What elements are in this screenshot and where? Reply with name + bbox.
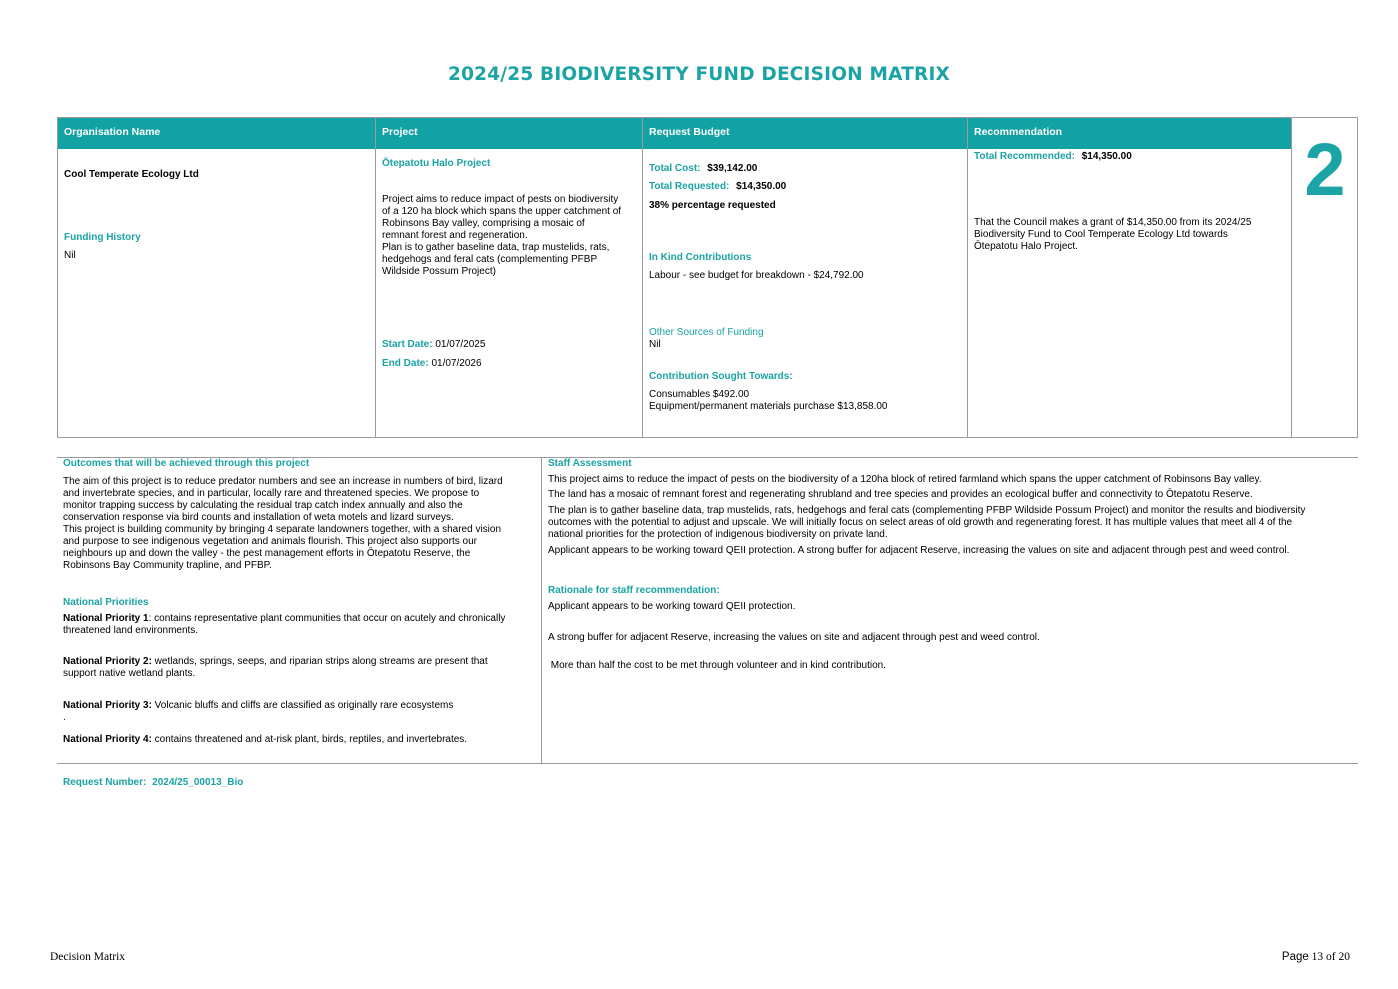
end-date-value: 01/07/2026 [431, 358, 482, 369]
staff-assessment-label: Staff Assessment [548, 458, 632, 469]
outcomes-line: Robinsons Bay Community trapline, and PFBP. [63, 560, 272, 571]
organisation-header: Organisation Name [58, 118, 375, 149]
other-sources-label: Other Sources of Funding [649, 327, 764, 338]
total-cost [649, 163, 757, 175]
item-number-column [1292, 118, 1358, 437]
total-recommended [974, 151, 1132, 163]
organisation-column [58, 118, 376, 437]
page-title: 2024/25 BIODIVERSITY FUND DECISION MATRIX [448, 64, 950, 85]
national-priority-2-text: wetlands, springs, seeps, and riparian strips along streams are present that [151, 656, 488, 667]
contribution-label: Contribution Sought Towards: [649, 371, 793, 382]
footer-page-count: 13 of 20 [1308, 951, 1350, 963]
national-priority-2-text-cont: support native wetland plants. [63, 668, 196, 679]
contribution-item: Equipment/permanent materials purchase $13,858.00 [649, 401, 888, 412]
item-number: 2 [1304, 128, 1346, 211]
project-description-line: remnant forest and regeneration. [382, 230, 528, 241]
total-recommended-label: Total Recommended: [974, 151, 1075, 162]
budget-column [643, 118, 968, 437]
total-recommended-value: $14,350.00 [1081, 151, 1132, 162]
request-number-value: 2024/25_00013_Bio [152, 777, 244, 788]
national-priority-3-text: Volcanic bluffs and cliffs are classified as originally rare ecosystems [151, 700, 454, 711]
contribution-item: Consumables $492.00 [649, 389, 750, 400]
total-cost-label: Total Cost: [649, 163, 701, 174]
rationale-line-2: A strong buffer for adjacent Reserve, increasing the values on site and adjacent through pest and weed control. [548, 632, 1040, 643]
project-description-line: Plan is to gather baseline data, trap mustelids, rats, [382, 242, 610, 253]
total-cost-value: $39,142.00 [707, 163, 758, 174]
outcomes-text [63, 476, 503, 572]
footer-page-number [1282, 951, 1350, 963]
outcomes-line: This project is building community by bringing 4 separate landowners together, with a shared vision [63, 524, 502, 535]
recommendation-line: Biodiversity Fund to Cool Temperate Ecology Ltd towards [974, 229, 1228, 240]
staff-assessment-p4: Applicant appears to be working toward QEII protection. A strong buffer for adjacent Reserve, increasing the values on site and adjacent through pest and weed control. [548, 545, 1290, 556]
section-bottom-divider [57, 763, 1358, 764]
staff-assessment-p3-line: national priorities for the protection of indigenous biodiversity on private land. [548, 529, 888, 540]
in-kind-value: Labour - see budget for breakdown - $24,792.00 [649, 270, 864, 281]
national-priority-1 [63, 613, 505, 637]
request-number-label: Request Number: [63, 777, 147, 788]
national-priority-2-label: National Priority 2: [63, 656, 152, 667]
end-date [382, 358, 482, 370]
staff-assessment-p3-line: outcomes with the potential to adjust and upscale. We will initially focus on select areas of old growth and regenerating forest. It has multiple values that meet all 4 of the [548, 517, 1293, 528]
decision-table [57, 117, 1358, 438]
national-priority-2 [63, 656, 488, 680]
outcomes-line: and purpose to see indigenous vegetation and animals flourish. This project also supports our [63, 536, 477, 547]
recommendation-line: That the Council makes a grant of $14,350.00 from its 2024/25 [974, 217, 1252, 228]
staff-assessment-p1: This project aims to reduce the impact of pests on the biodiversity of a 120ha block of retired farmland which spans the upper catchment of Robinsons Bay valley. [548, 474, 1262, 485]
request-number [63, 777, 243, 789]
rationale-line-3: More than half the cost to be met through volunteer and in kind contribution. [548, 660, 886, 671]
project-description [382, 194, 621, 278]
recommendation-line: Ōtepatotu Halo Project. [974, 241, 1078, 252]
national-priority-4-label: National Priority 4: [63, 734, 152, 745]
rationale-label: Rationale for staff recommendation: [548, 585, 720, 596]
total-requested-value: $14,350.00 [736, 181, 787, 192]
staff-assessment-p2: The land has a mosaic of remnant forest and regenerating shrubland and tree species and provides an ecological buffer and connectivity to Ōtepatotu Reserve. [548, 489, 1253, 500]
national-priority-4-text: contains threatened and at-risk plant, birds, reptiles, and invertebrates. [151, 734, 468, 745]
national-priorities-label: National Priorities [63, 597, 149, 608]
project-description-line: hedgehogs and feral cats (complementing PFBP [382, 254, 598, 265]
start-date-value: 01/07/2025 [435, 339, 486, 350]
start-date-label: Start Date: [382, 339, 433, 350]
footer-page-word: Page [1281, 951, 1309, 963]
project-description-line: Project aims to reduce impact of pests on biodiversity [382, 194, 619, 205]
staff-assessment-p3-line: The plan is to gather baseline data, trap mustelids, rats, hedgehogs and feral cats (complementing PFBP Wildside Possum Project) and monitor the results and biodiversity [548, 505, 1306, 516]
national-priority-3-dot: . [63, 712, 66, 723]
total-requested-label: Total Requested: [649, 181, 730, 192]
in-kind-label: In Kind Contributions [649, 252, 752, 263]
outcomes-line: conservation response via bird counts and installation of weta motels and lizard surveys. [63, 512, 454, 523]
outcomes-line: neighbours up and down the valley - the pest management efforts in Ōtepatotu Reserve, the [63, 548, 471, 559]
national-priority-3 [63, 700, 453, 724]
national-priority-4 [63, 734, 467, 746]
recommendation-header: Recommendation [968, 118, 1291, 149]
outcomes-label: Outcomes that will be achieved through this project [63, 458, 310, 469]
national-priority-1-label: National Priority 1 [63, 613, 149, 624]
end-date-label: End Date: [382, 358, 429, 369]
project-description-line: of a 120 ha block which spans the upper catchment of [382, 206, 622, 217]
contribution-list [649, 389, 887, 413]
national-priority-1-text-cont: threatened land environments. [63, 625, 199, 636]
staff-assessment-p3 [548, 505, 1305, 541]
start-date [382, 339, 485, 351]
total-requested [649, 181, 786, 193]
recommendation-column [968, 118, 1292, 437]
other-sources-value: Nil [649, 339, 661, 350]
percentage-requested: 38% percentage requested [649, 200, 776, 211]
project-name: Ōtepatotu Halo Project [382, 158, 491, 169]
funding-history-label: Funding History [64, 232, 141, 243]
national-priority-1-text: : contains representative plant communities that occur on acutely and chronically [148, 613, 506, 624]
organisation-name: Cool Temperate Ecology Ltd [64, 169, 199, 180]
funding-history-value: Nil [64, 250, 76, 261]
outcomes-line: monitor trapping success by calculating the residual trap catch index annually and also the [63, 500, 463, 511]
budget-header: Request Budget [643, 118, 967, 149]
outcomes-line: and invertebrate species, and in particular, locally rare and threatened species. We propose to [63, 488, 480, 499]
national-priority-3-label: National Priority 3: [63, 700, 152, 711]
project-column [376, 118, 643, 437]
project-description-line: Wildside Possum Project) [382, 266, 496, 277]
footer-document-name: Decision Matrix [50, 951, 126, 963]
section-column-divider [541, 457, 542, 763]
project-description-line: Robinsons Bay valley, comprising a mosaic of [382, 218, 585, 229]
project-header: Project [376, 118, 642, 149]
rationale-line-1: Applicant appears to be working toward QEII protection. [548, 601, 796, 612]
recommendation-text [974, 217, 1251, 253]
outcomes-line: The aim of this project is to reduce predator numbers and see an increase in numbers of bird, lizard [63, 476, 503, 487]
